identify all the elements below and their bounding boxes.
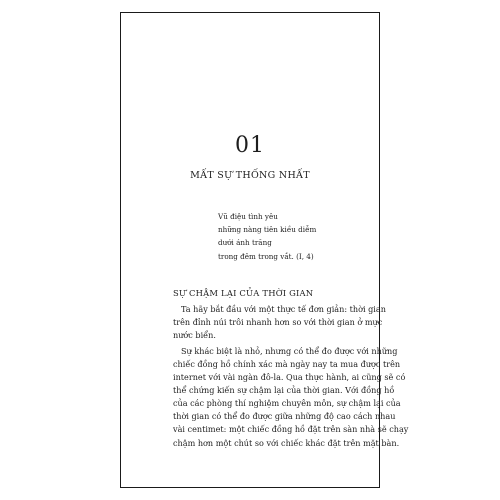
book-page xyxy=(120,12,409,488)
paragraph xyxy=(173,303,386,342)
body-text xyxy=(173,303,409,452)
text-line: chậm hơn một chút so với chiếc khác đặt trên mặt bàn. xyxy=(173,437,400,448)
epigraph-line: Vũ điệu tình yêu xyxy=(218,212,278,221)
text-line: internet với vài ngàn đô-la. Qua thực hành, ai cũng sẽ có xyxy=(173,372,406,383)
chapter-number: 01 xyxy=(235,133,265,158)
text-line: thời gian có thể đo được giữa những độ cao cách nhau xyxy=(173,411,396,422)
text-line: nước biển. xyxy=(173,330,216,341)
chapter-title: MẤT SỰ THỐNG NHẤT xyxy=(190,170,310,181)
section-heading: SỰ CHẬM LẠI CỦA THỜI GIAN xyxy=(173,288,314,298)
text-line: của các phòng thí nghiệm chuyên môn, sự chậm lại của xyxy=(173,398,401,409)
epigraph xyxy=(218,210,316,263)
text-line: Sự khác biệt là nhỏ, nhưng có thể đo được với những xyxy=(181,345,398,356)
text-line: trên đỉnh núi trôi nhanh hơn so với thời gian ở mực xyxy=(173,317,383,328)
text-line: vài centimet: một chiếc đồng hồ đặt trên sàn nhà sẽ chạy xyxy=(173,424,409,435)
epigraph-line: dưới ánh trăng xyxy=(218,238,272,248)
epigraph-line: những nàng tiên kiều diễm xyxy=(218,225,317,235)
text-line: Ta hãy bắt đầu với một thực tế đơn giản: thời gian xyxy=(181,304,386,314)
paragraph xyxy=(173,345,409,450)
text-line: chiếc đồng hồ chính xác mà ngày nay ta mua được trên xyxy=(173,358,401,369)
text-line: thể chứng kiến sự chậm lại của thời gian. Với đồng hồ xyxy=(173,385,395,396)
epigraph-line: trong đêm trong vắt. (I, 4) xyxy=(218,251,314,261)
